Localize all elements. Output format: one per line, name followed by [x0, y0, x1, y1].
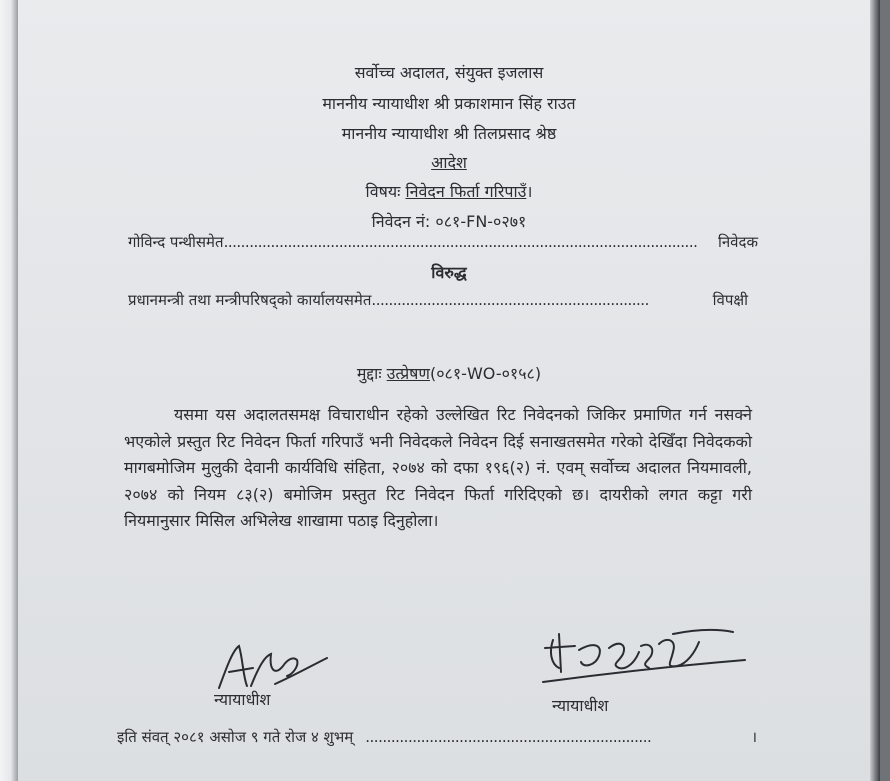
respondent-role: विपक्षी [712, 291, 748, 309]
subject-end: । [526, 182, 533, 201]
respondent-name: प्रधानमन्त्री तथा मन्त्रीपरिषद्को कार्यालयसमेत [128, 291, 372, 309]
footer-end: । [751, 728, 757, 746]
subject-line [18, 182, 880, 202]
subject-label: विषयः [365, 182, 401, 201]
petitioner-dots: ............................................................................................................... [223, 233, 698, 251]
judge-1-heading: माननीय न्यायाधीश श्री प्रकाशमान सिंह राउत [322, 94, 576, 113]
case-number: (०८१-WO-०१५८) [429, 364, 542, 383]
subject-value: निवेदन फिर्ता गरिपाउँ [405, 182, 527, 201]
petition-number: निवेदन नं: ०८१-FN-०२७१ [371, 212, 527, 231]
left-signature-label: न्यायाधीश [214, 690, 271, 709]
petitioner-line [128, 232, 758, 252]
court-heading: सर्वोच्च अदालत, संयुक्त इजलास [354, 63, 544, 82]
case-line [18, 364, 880, 384]
petitioner-role: निवेदक [717, 233, 758, 251]
court-order-document [18, 0, 880, 781]
left-signature-icon [213, 636, 333, 696]
paper-right-shadow [870, 0, 880, 781]
versus-label: विरुद्ध [431, 263, 467, 282]
paper-left-margin [0, 0, 18, 781]
footer-dots: ................................................................... [365, 728, 652, 746]
order-title: आदेश [431, 153, 467, 172]
right-signature-icon [523, 622, 753, 697]
right-signature-label: न्यायाधीश [552, 696, 609, 715]
footer-date-text: इति संवत् २०८१ असोज ९ गते रोज ४ शुभम् [117, 728, 354, 746]
respondent-dots: ................................................................. [371, 291, 649, 309]
footer-date-line [117, 727, 757, 747]
case-type: उत्प्रेषण [386, 364, 430, 383]
order-body-text: यसमा यस अदालतसमक्ष विचाराधीन रहेको उल्लेखित रिट निवेदनको जिकिर प्रमाणित गर्न नसक्ने भएकोले प्रस्तुत रिट निवेदन फिर्ता गरिपाउँ भनी निवेदकले निवेदन दिई सनाखतसमेत गरेको देखिँदा निवेदकको मागबमोजिम मुलुकी देवानी कार्यविधि संहिता, २०७४ को दफा १९६(२) नं. एवम् सर्वोच्च अदालत नियमावली, २०७४ को नियम ८३(२) बमोजिम प्रस्तुत रिट निवेदन फिर्ता गरिदिएको छ। दायरीको लगत कट्टा गरी नियमानुसार मिसिल अभिलेख शाखामा पठाइ दिनुहोला। [124, 405, 752, 530]
case-label: मुद्दाः [356, 364, 382, 383]
judge-2-heading: माननीय न्यायाधीश श्री तिलप्रसाद श्रेष्ठ [341, 124, 557, 143]
petitioner-name: गोविन्द पन्थीसमेत [128, 233, 224, 251]
respondent-line [128, 290, 748, 310]
